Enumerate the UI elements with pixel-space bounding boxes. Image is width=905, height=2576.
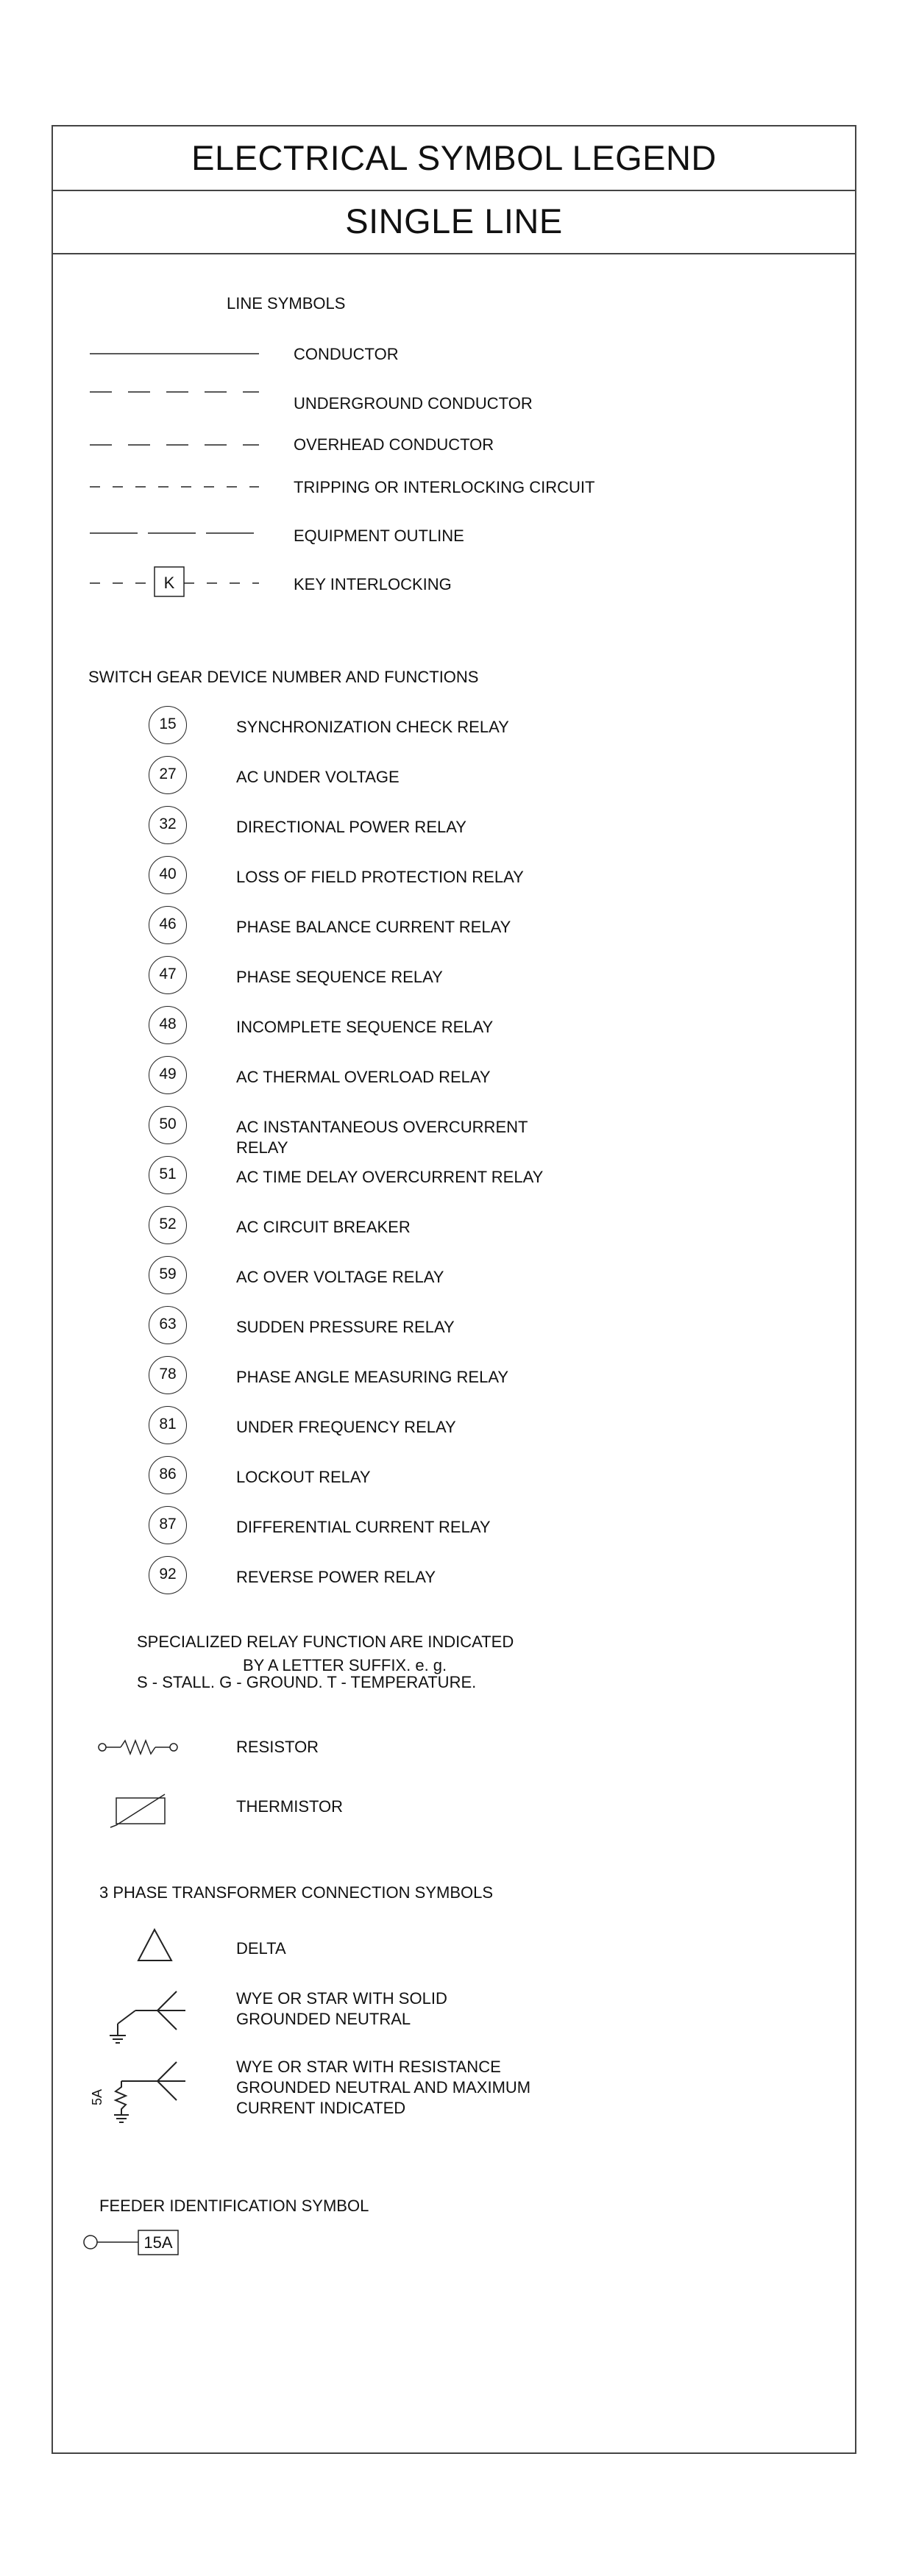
device-label: SUDDEN PRESSURE RELAY [236,1318,455,1336]
device-label: AC CIRCUIT BREAKER [236,1218,411,1236]
device-label: PHASE ANGLE MEASURING RELAY [236,1368,509,1386]
device-label: DIFFERENTIAL CURRENT RELAY [236,1518,491,1536]
device-number-circle: 52 [149,1206,187,1244]
device-number-circle: 78 [149,1356,187,1394]
relay-suffix-note: BY A LETTER SUFFIX. e. g. [243,1656,447,1674]
page-subtitle: SINGLE LINE [53,190,855,254]
wye-resistance-label: WYE OR STAR WITH RESISTANCE [236,2058,501,2076]
resistor-icon [99,1741,177,1754]
line-symbol-label: TRIPPING OR INTERLOCKING CIRCUIT [294,478,595,496]
device-number-circle: 47 [149,956,187,994]
transformer-heading: 3 PHASE TRANSFORMER CONNECTION SYMBOLS [99,1883,494,1902]
device-number-circle: 50 [149,1106,187,1144]
device-number-circle: 51 [149,1156,187,1194]
device-number-circle: 63 [149,1306,187,1344]
device-label: PHASE SEQUENCE RELAY [236,968,443,986]
wye-resistance-label: GROUNDED NEUTRAL AND MAXIMUM [236,2078,531,2097]
wye-resistance-label: CURRENT INDICATED [236,2099,406,2117]
line-symbol-label: EQUIPMENT OUTLINE [294,527,464,545]
thermistor-label: THERMISTOR [236,1797,344,1816]
device-label: REVERSE POWER RELAY [236,1568,436,1586]
key-letter: K [163,574,175,592]
device-label: DIRECTIONAL POWER RELAY [236,818,466,836]
device-number-circle: 59 [149,1256,187,1294]
max-current-label: 5A [90,2088,104,2106]
device-label: PHASE BALANCE CURRENT RELAY [236,918,511,936]
wye-solid-ground-icon [110,1991,185,2043]
device-label-continued: RELAY [236,1138,288,1157]
device-number-circle: 48 [149,1006,187,1044]
feeder-heading: FEEDER IDENTIFICATION SYMBOL [99,2197,369,2215]
device-label: AC OVER VOLTAGE RELAY [236,1268,444,1286]
device-number-circle: 46 [149,906,187,944]
wye-solid-label: GROUNDED NEUTRAL [236,2010,411,2028]
line-symbols-heading: LINE SYMBOLS [227,294,346,313]
component-graphics [96,1728,199,1831]
device-label: INCOMPLETE SEQUENCE RELAY [236,1018,494,1036]
device-number-circle: 81 [149,1406,187,1444]
delta-label: DELTA [236,1939,286,1958]
feeder-identification-icon [81,2224,184,2261]
device-label: LOCKOUT RELAY [236,1468,371,1486]
wye-resistance-ground-icon [114,2062,185,2122]
device-label: AC TIME DELAY OVERCURRENT RELAY [236,1168,544,1186]
line-symbols-graphics [88,346,265,610]
line-symbol-label: UNDERGROUND CONDUCTOR [294,394,533,413]
feeder-tag: 15A [143,2233,173,2252]
relay-suffix-note: SPECIALIZED RELAY FUNCTION ARE INDICATED [137,1633,514,1651]
device-label: SYNCHRONIZATION CHECK RELAY [236,718,509,736]
line-symbol-label: CONDUCTOR [294,345,399,363]
resistor-label: RESISTOR [236,1738,319,1756]
device-heading: SWITCH GEAR DEVICE NUMBER AND FUNCTIONS [88,668,479,686]
device-label: AC UNDER VOLTAGE [236,768,400,786]
transformer-graphics [88,1927,206,2133]
line-symbol-label: OVERHEAD CONDUCTOR [294,435,494,454]
device-number-circle: 32 [149,806,187,844]
device-number-circle: 40 [149,856,187,894]
device-number-circle: 27 [149,756,187,794]
line-symbol-label: KEY INTERLOCKING [294,575,452,593]
device-label: AC THERMAL OVERLOAD RELAY [236,1068,491,1086]
device-label: LOSS OF FIELD PROTECTION RELAY [236,868,524,886]
relay-suffix-note: S - STALL. G - GROUND. T - TEMPERATURE. [137,1673,477,1691]
device-label: AC INSTANTANEOUS OVERCURRENT [236,1118,528,1136]
device-number-circle: 87 [149,1506,187,1544]
thermistor-icon [110,1794,165,1827]
device-number-circle: 15 [149,706,187,744]
device-number-circle: 49 [149,1056,187,1094]
device-number-circle: 86 [149,1456,187,1494]
page-title: ELECTRICAL SYMBOL LEGEND [53,126,855,191]
device-label: UNDER FREQUENCY RELAY [236,1418,456,1436]
device-number-circle: 92 [149,1556,187,1594]
delta-icon [138,1930,171,1960]
wye-solid-label: WYE OR STAR WITH SOLID [236,1989,447,2008]
